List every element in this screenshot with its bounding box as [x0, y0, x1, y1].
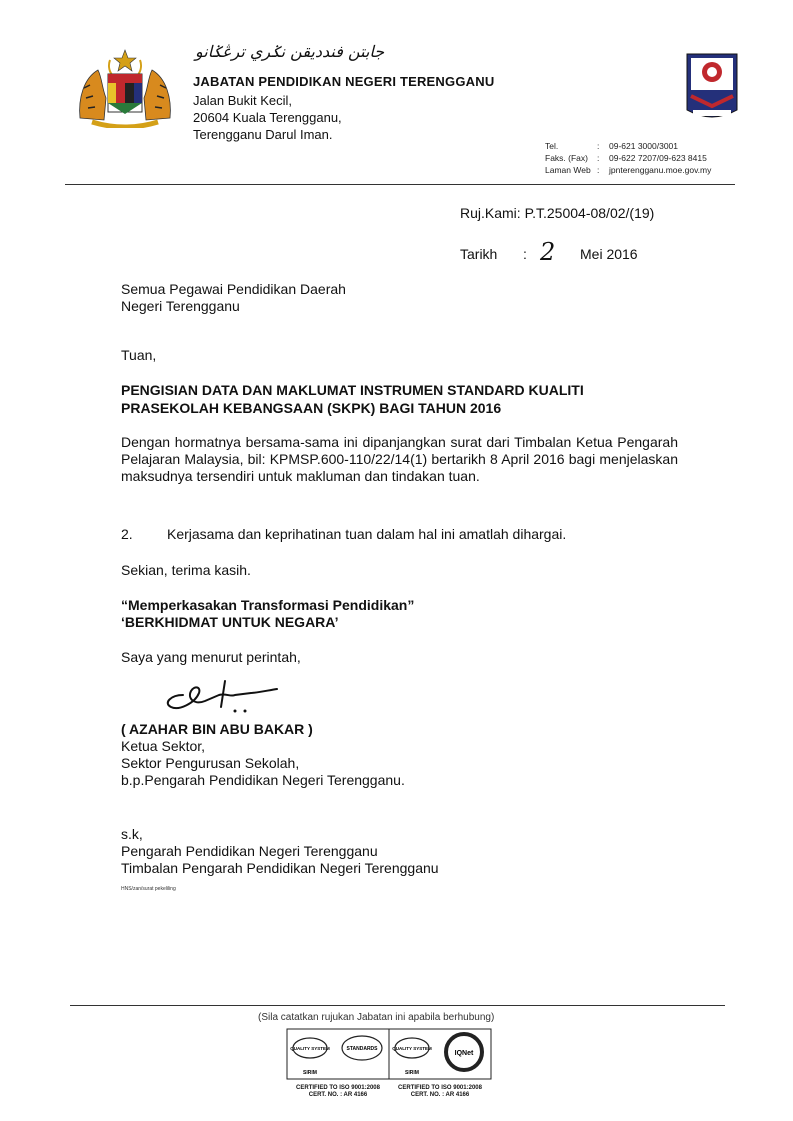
date-label: Tarikh: [460, 246, 498, 262]
cc-recipient-1: Pengarah Pendidikan Negeri Terengganu: [121, 843, 378, 859]
motto-line-1: “Memperkasakan Transformasi Pendidikan”: [121, 597, 415, 613]
department-logo-icon: [683, 50, 741, 124]
address-line-1: Jalan Bukit Kecil,: [193, 93, 292, 108]
paragraph-2-number: 2.: [121, 526, 133, 542]
contact-fax-sep: :: [597, 153, 600, 163]
contact-tel-value: 09-621 3000/3001: [609, 141, 679, 151]
contact-fax-value: 09-622 7207/09-623 8415: [609, 153, 707, 163]
footer-divider: [70, 1005, 725, 1006]
address-line-2: 20604 Kuala Terengganu,: [193, 110, 342, 125]
cc-recipient-2: Timbalan Pengarah Pendidikan Negeri Terengganu: [121, 860, 439, 876]
file-reference: HNS/zan/surat pekeliling: [121, 886, 176, 892]
recipient-line-2: Negeri Terengganu: [121, 298, 240, 314]
contact-web-label: Laman Web: [545, 165, 591, 175]
salutation: Tuan,: [121, 347, 157, 363]
signer-title-3: b.p.Pengarah Pendidikan Negeri Terengganu.: [121, 772, 405, 788]
cert1-caption-2: CERT. NO. : AR 4166: [308, 1092, 368, 1098]
closing-remark: Sekian, terima kasih.: [121, 562, 251, 578]
contact-web-sep: :: [597, 165, 600, 175]
header-divider: [65, 184, 735, 185]
subject-line-1: PENGISIAN DATA DAN MAKLUMAT INSTRUMEN STANDARD KUALITI: [121, 382, 584, 398]
sign-off: Saya yang menurut perintah,: [121, 649, 301, 665]
organization-name: JABATAN PENDIDIKAN NEGERI TERENGGANU: [193, 74, 495, 89]
motto-line-2: ‘BERKHIDMAT UNTUK NEGARA’: [121, 614, 339, 630]
cert2-mark-text: IQNet: [454, 1050, 474, 1057]
sirim-iqnet-icon: [388, 1028, 492, 1080]
malaysia-coat-of-arms-icon: [72, 48, 178, 128]
paragraph-2: Kerjasama dan keprihatinan tuan dalam hal ini amatlah dihargai.: [167, 526, 567, 542]
cert2-sub-text: SIRIM: [405, 1070, 419, 1076]
signer-title-2: Sektor Pengurusan Sekolah,: [121, 755, 300, 771]
certification-badge-1: [286, 1028, 390, 1098]
recipient-block: [121, 281, 346, 315]
cert1-sub-text: SIRIM: [303, 1070, 317, 1076]
date-month-year: Mei 2016: [580, 246, 638, 262]
reference-number: Ruj.Kami: P.T.25004-08/02/(19): [460, 205, 655, 221]
cert2-caption-2: CERT. NO. : AR 4166: [410, 1092, 470, 1098]
contact-fax-label: Faks. (Fax): [545, 153, 588, 163]
contact-tel-sep: :: [597, 141, 600, 151]
jawi-title: جابتن فندديقن نݢري ترڠݢانو: [195, 42, 385, 61]
cert2-badge-text: QUALITY SYSTEM: [392, 1046, 432, 1051]
certification-badge-2: [388, 1028, 492, 1098]
cert1-mark-text: STANDARDS: [346, 1046, 378, 1052]
cert1-caption-1: CERTIFIED TO ISO 9001:2008: [296, 1085, 380, 1091]
address-line-3: Terengganu Darul Iman.: [193, 127, 333, 142]
recipient-line-1: Semua Pegawai Pendidikan Daerah: [121, 281, 346, 297]
contact-tel-label: Tel.: [545, 141, 559, 151]
signer-title-1: Ketua Sektor,: [121, 738, 206, 754]
cert2-caption-1: CERTIFIED TO ISO 9001:2008: [398, 1085, 482, 1091]
contact-web-value: jpnterengganu.moe.gov.my: [609, 165, 712, 175]
footer-note: (Sila catatkan rujukan Jabatan ini apabila berhubung): [258, 1012, 495, 1023]
cc-label: s.k,: [121, 826, 143, 842]
cert2-caption: [380, 1085, 500, 1099]
sirim-standards-icon: [286, 1028, 390, 1080]
date-colon: :: [523, 246, 527, 262]
subject-heading: [121, 381, 584, 417]
signature-icon: [155, 673, 285, 715]
paragraph-1: Dengan hormatnya bersama-sama ini dipanjangkan surat dari Timbalan Ketua Pengarah Pelajaran Malaysia, bil: KPMSP.600-110/22/14(1) bertarikh 8 April 2016 bagi menjelaskan maksudnya tersendiri untuk makluman dan tindakan tuan.: [121, 434, 678, 484]
date-day-handwritten: 2: [540, 238, 556, 266]
subject-line-2: PRASEKOLAH KEBANGSAAN (SKPK) BAGI TAHUN 2016: [121, 400, 502, 416]
cert1-badge-text: QUALITY SYSTEM: [290, 1046, 330, 1051]
signer-name: ( AZAHAR BIN ABU BAKAR ): [121, 721, 313, 737]
